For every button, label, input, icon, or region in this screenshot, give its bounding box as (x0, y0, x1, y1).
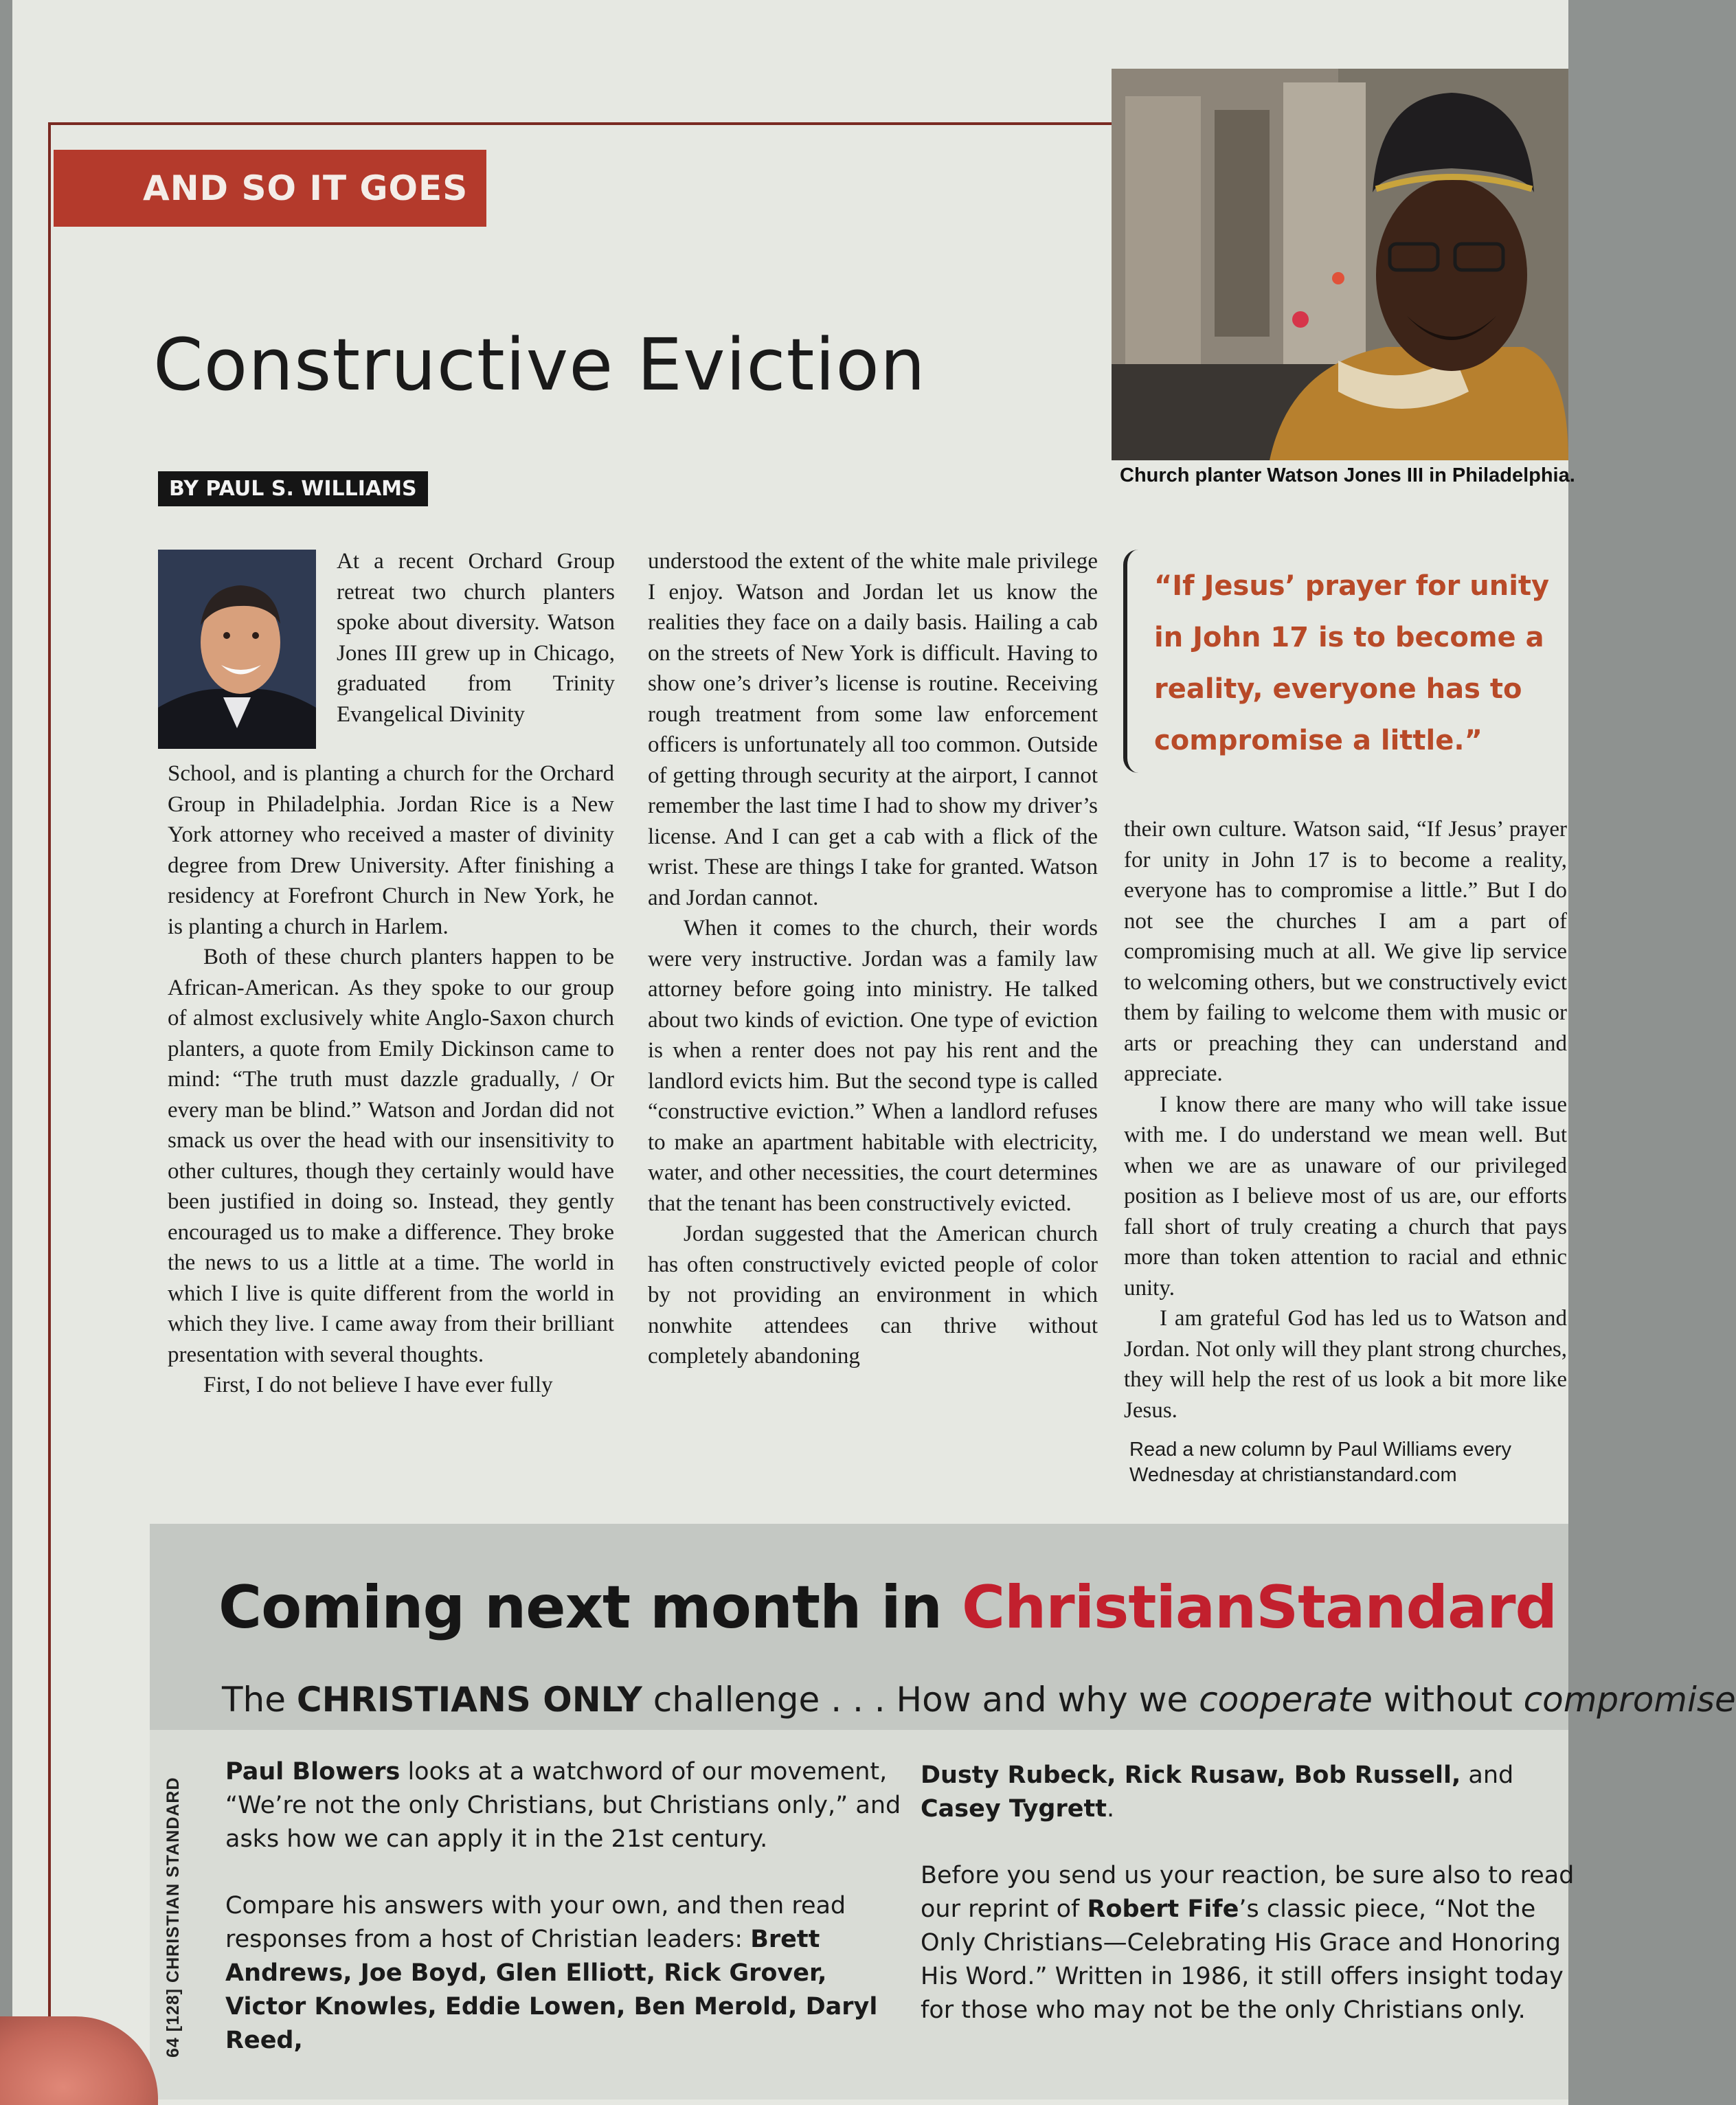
promo-column-left (225, 1755, 905, 2091)
article-column-2 (648, 546, 1098, 1372)
contributor-name: Casey Tygrett (921, 1795, 1107, 1823)
article-column-3 (1124, 814, 1567, 1426)
promo-sub-italic: cooperate (1199, 1680, 1373, 1720)
promo-sub-italic: compromise (1523, 1680, 1736, 1720)
article-paragraph: First, I do not believe I have ever fully (203, 1373, 553, 1397)
article-paragraph: Jordan suggested that the American church has often constructively evicted people of color by not providing an environment in which nonwhite attendees can thrive without completely abandoning (648, 1222, 1098, 1369)
promo-text: and (1461, 1761, 1514, 1789)
article-column-1-wrap (337, 546, 615, 730)
article-paragraph: School, and is planting a church for the Orchard Group in Philadelphia. Jordan Rice is a New York attorney who received a master of divinity degree from Drew University. After finishing a residency at Forefront Church in New York, he is planting a church in Harlem. (168, 761, 614, 939)
promo-column-right (921, 1759, 1580, 2060)
promo-text: ’s classic piece, “Not the Only Christians—Celebrating His Grace and Honoring His Word.” Written in 1986, it still offers insight today for those who may not be the only Christians only. (921, 1895, 1564, 2024)
contributor-name: Robert Fife (1087, 1895, 1239, 1923)
promo-text: Before you send us your reaction, be sure also to read our reprint of (921, 1862, 1575, 1923)
contributor-name: Paul Blowers (225, 1758, 401, 1786)
promo-text: Compare his answers with your own, and then read responses from a host of Christian leaders: (225, 1892, 846, 1953)
promo-paragraph (225, 1889, 905, 2058)
promo-subheadline (222, 1680, 1736, 1720)
promo-sub-text: without (1372, 1680, 1524, 1720)
brand-name: ChristianStandard (961, 1573, 1557, 1642)
contributor-names: Brett Andrews, Joe Boyd, Glen Elliott, Rick Grover, Victor Knowles, Eddie Lowen, Ben Merold, Daryl Reed, (225, 1926, 878, 2054)
author-photo (158, 550, 316, 749)
photo-caption: Church planter Watson Jones III in Philadelphia. (1120, 464, 1575, 486)
promo-paragraph (225, 1755, 905, 1856)
promo-paragraph (921, 1859, 1580, 2027)
promo-headline (218, 1573, 1557, 1642)
article-paragraph: Both of these church planters happen to be African-American. As they spoke to our group of almost exclusively white Anglo-Saxon church planters, a quote from Emily Dickinson came to mind: “The truth must dazzle gradually, / Or every man be blind.” Watson and Jordan did not smack us over the head with our insensitivity to other cultures, though they certainly would have been justified in doing so. Instead, they gently encouraged us to make a difference. They broke the news to us a little at a time. The world in which I live is quite different from the world in which they live. I came away from their brilliant presentation with several thoughts. (168, 945, 614, 1367)
contributor-names: Dusty Rubeck, Rick Rusaw, Bob Russell, (921, 1761, 1461, 1789)
promo-headline-lead: Coming next month in (218, 1573, 962, 1642)
article-paragraph: understood the extent of the white male privilege I enjoy. Watson and Jordan let us know the realities they face on a daily basis. Hailing a cab on the streets of New York is difficult. Having to show one’s driver’s license is routine. Receiving rough treatment from some law enforcement officers is unfortunately all too common. Outside of getting through security at the airport, I cannot remember the last time I had to show my driver’s license. And I can get a cab with a flick of the wrist. These are things I take for granted. Watson and Jordan cannot. (648, 549, 1098, 910)
magazine-page (12, 0, 1736, 2105)
promo-text: . (1106, 1795, 1115, 1823)
article-paragraph: their own culture. Watson said, “If Jesus’ prayer for unity in John 17 is to become a reality, everyone has to compromise a little.” But I do not see the churches I am a part of compromising much at all. We give lip service to welcoming others, but we constructively evict them by failing to welcome them with music or arts or preaching they can understand and appreciate. (1124, 817, 1567, 1086)
promo-text: looks at a watchword of our movement, “We’re not the only Christians, but Christians only,” and asks how we can apply it in the 21st century. (225, 1758, 901, 1853)
church-planter-photo (1112, 69, 1568, 460)
byline: BY PAUL S. WILLIAMS (158, 471, 428, 506)
article-column-1 (168, 758, 614, 1401)
article-title: Constructive Eviction (153, 323, 926, 407)
pull-quote: “If Jesus’ prayer for unity in John 17 is to become a reality, everyone has to compromise a little.” (1154, 570, 1550, 756)
promo-sub-bold: CHRISTIANS ONLY (296, 1680, 642, 1720)
column-promo-note: Read a new column by Paul Williams every Wednesday at christianstandard.com (1129, 1439, 1512, 1486)
section-tab: AND SO IT GOES (54, 150, 486, 227)
promo-sub-text: challenge . . . How and why we (642, 1680, 1199, 1720)
article-paragraph: I know there are many who will take issue with me. I do understand we mean well. But when we are as unaware of our privileged position as I believe most of us are, our efforts fall short of truly creating a church that pays more than token attention to racial and ethnic unity. (1124, 1092, 1567, 1301)
article-paragraph: When it comes to the church, their words were very instructive. Jordan was a family law attorney before going into ministry. He talked about two kinds of eviction. One type of eviction is when a renter does not pay his rent and the landlord evicts him. But the second type is called “constructive eviction.” When a landlord refuses to make an apartment habitable with electricity, water, and other necessities, the court determines that the tenant has been constructively evicted. (648, 916, 1098, 1216)
promo-sub-text: The (222, 1680, 297, 1720)
article-paragraph: At a recent Orchard Group retreat two church planters spoke about diversity. Watson Jones III grew up in Chicago, graduated from Trinity Evangelical Divinity (337, 549, 615, 727)
promo-paragraph (921, 1759, 1580, 1826)
article-paragraph: I am grateful God has led us to Watson and Jordan. Not only will they plant strong churches, they will help the rest of us look a bit more like Jesus. (1124, 1306, 1567, 1423)
page-folio: 64 [128] CHRISTIAN STANDARD (164, 1777, 183, 2058)
